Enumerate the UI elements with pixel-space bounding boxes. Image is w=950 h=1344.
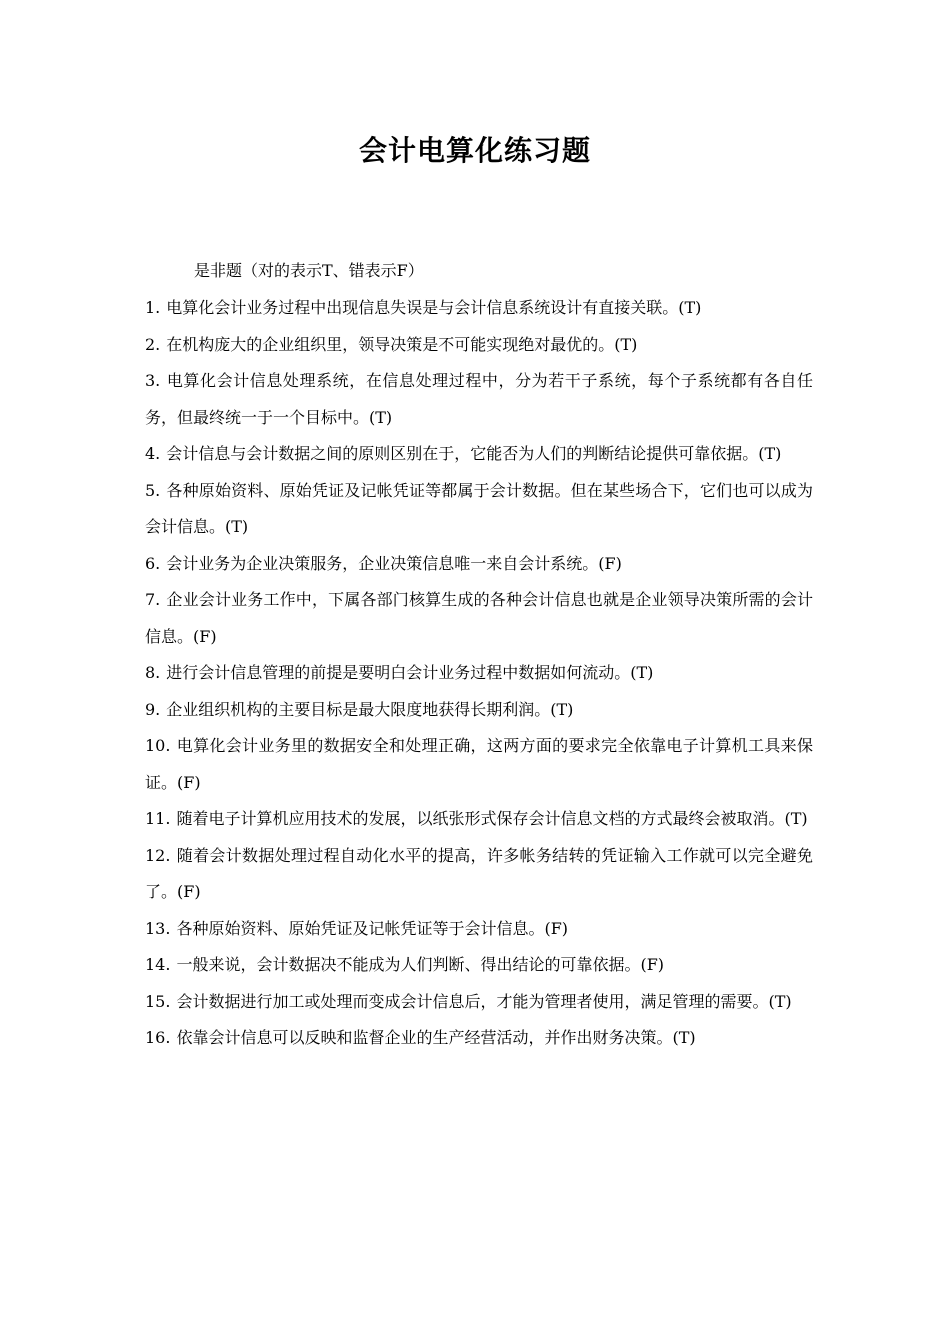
question-item xyxy=(145,363,813,436)
question-number: 7. xyxy=(145,590,161,609)
question-item xyxy=(145,546,813,583)
question-text: 会计信息与会计数据之间的原则区别在于，它能否为人们的判断结论提供可靠依据。(T) xyxy=(166,444,782,463)
question-item xyxy=(145,838,813,911)
question-text: 会计数据进行加工或处理而变成会计信息后，才能为管理者使用，满足管理的需要。(T) xyxy=(176,991,792,1011)
question-text: 电算化会计信息处理系统，在信息处理过程中，分为若干子系统，每个子系统都有各自任务，但最终统一于一个目标中。(T) xyxy=(145,371,813,427)
question-number: 4. xyxy=(145,444,161,463)
question-number: 12. xyxy=(145,845,171,865)
question-item xyxy=(145,582,813,655)
question-item xyxy=(145,655,813,692)
question-item xyxy=(145,290,813,327)
question-item xyxy=(145,1020,813,1057)
question-text: 电算化会计业务里的数据安全和处理正确，这两方面的要求完全依靠电子计算机工具来保证。(F) xyxy=(145,736,813,792)
question-number: 3. xyxy=(145,371,161,390)
question-item xyxy=(145,911,813,948)
question-item xyxy=(145,473,813,546)
question-number: 1. xyxy=(145,298,161,317)
question-text: 电算化会计业务过程中出现信息失误是与会计信息系统设计有直接关联。(T) xyxy=(166,298,702,317)
question-text: 在机构庞大的企业组织里，领导决策是不可能实现绝对最优的。(T) xyxy=(166,334,638,354)
question-text: 各种原始资料、原始凭证及记帐凭证等都属于会计数据。但在某些场合下，它们也可以成为会计信息。(T) xyxy=(145,480,813,536)
question-list xyxy=(145,290,813,1057)
question-item xyxy=(145,801,813,838)
question-text: 企业会计业务工作中，下属各部门核算生成的各种会计信息也就是企业领导决策所需的会计信息。(F) xyxy=(145,590,813,646)
question-number: 10. xyxy=(145,736,171,755)
question-item xyxy=(145,692,813,729)
question-number: 16. xyxy=(145,1028,171,1047)
section-intro: 是非题（对的表示T、错表示F） xyxy=(194,261,424,280)
question-text: 随着会计数据处理过程自动化水平的提高，许多帐务结转的凭证输入工作就可以完全避免了。(F) xyxy=(145,845,813,901)
question-number: 2. xyxy=(145,334,161,354)
question-number: 6. xyxy=(145,553,161,573)
page-title: 会计电算化练习题 xyxy=(358,134,591,167)
question-item xyxy=(145,436,813,473)
question-text: 各种原始资料、原始凭证及记帐凭证等于会计信息。(F) xyxy=(176,918,569,938)
question-number: 15. xyxy=(145,991,171,1011)
question-item xyxy=(145,984,813,1021)
question-number: 14. xyxy=(145,955,171,974)
question-text: 企业组织机构的主要目标是最大限度地获得长期利润。(T) xyxy=(166,699,574,719)
question-text: 依靠会计信息可以反映和监督企业的生产经营活动，并作出财务决策。(T) xyxy=(176,1028,696,1047)
question-number: 9. xyxy=(145,699,161,719)
question-text: 会计业务为企业决策服务，企业决策信息唯一来自会计系统。(F) xyxy=(166,553,622,573)
question-text: 一般来说，会计数据决不能成为人们判断、得出结论的可靠依据。(F) xyxy=(176,955,665,974)
question-number: 8. xyxy=(145,663,161,682)
question-text: 随着电子计算机应用技术的发展，以纸张形式保存会计信息文档的方式最终会被取消。(T) xyxy=(176,809,808,828)
question-number: 5. xyxy=(145,480,161,500)
question-item xyxy=(145,327,813,364)
question-item xyxy=(145,947,813,984)
question-number: 13. xyxy=(145,918,171,938)
question-text: 进行会计信息管理的前提是要明白会计业务过程中数据如何流动。(T) xyxy=(166,663,654,682)
question-item xyxy=(145,728,813,801)
question-number: 11. xyxy=(145,809,171,828)
